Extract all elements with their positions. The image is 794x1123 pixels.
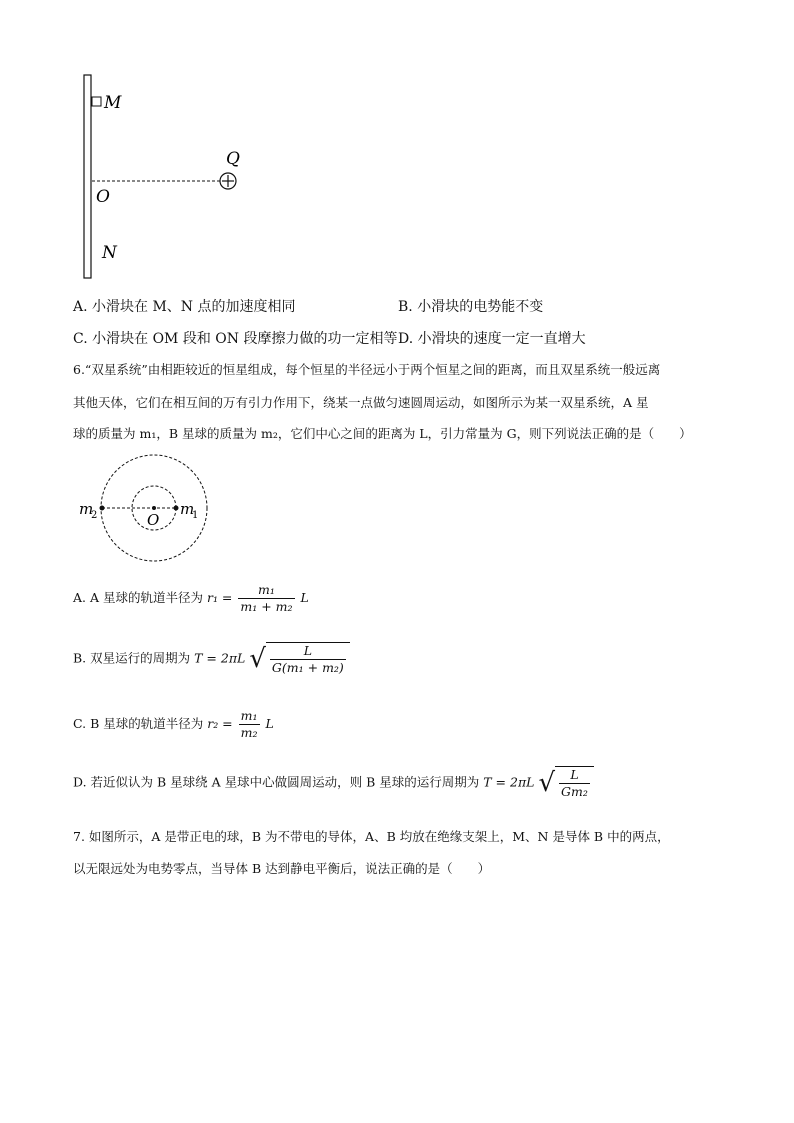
- q6-option-C-den: m₂: [240, 725, 258, 740]
- label-O2: O: [147, 511, 160, 529]
- q6-option-D-text: D. 若近似认为 B 星球绕 A 星球中心做圆周运动，则 B 星球的运行周期为: [73, 774, 480, 790]
- q6-option-C-num: m₁: [240, 708, 258, 723]
- q6-option-D: [73, 766, 594, 800]
- q6-option-C-text: C. B 星球的轨道半径为: [73, 716, 204, 731]
- q6-option-B-sqrt: [266, 642, 350, 676]
- q6-stem-line-1: 6.“双星系统”由相距较近的恒星组成，每个恒星的半径远小于两个恒星之间的距离，而且双星系统一般远离: [73, 362, 661, 377]
- q6-option-A-lhs: r₁ =: [206, 590, 233, 605]
- q6-option-D-sqrt: [555, 766, 594, 800]
- label-m2: m: [79, 500, 94, 518]
- q6-stem-line-2: 其他天体，它们在相互间的万有引力作用下，绕某一点做匀速圆周运动，如图所示为某一双星系统，A 星: [73, 395, 649, 410]
- q6-option-B-text: B. 双星运行的周期为: [73, 650, 191, 666]
- q6-option-B-num: L: [303, 643, 313, 658]
- q6-option-A-den: m₁ + m₂: [240, 599, 293, 614]
- q6-option-A-text: A. A 星球的轨道半径为: [73, 590, 203, 605]
- q6-option-A-tail: L: [300, 590, 309, 605]
- figure-rod-charge: [70, 70, 260, 285]
- q5-option-A: A. 小滑块在 M、N 点的加速度相同: [73, 299, 296, 315]
- q7-stem-line-1: 7. 如图所示，A 是带正电的球，B 为不带电的导体，A、B 均放在绝缘支架上，M、N 是导体 B 中的两点，: [73, 829, 670, 844]
- q6-option-C-tail: L: [265, 716, 274, 731]
- q6-option-D-den: Gm₂: [561, 784, 588, 799]
- q5-option-C: C. 小滑块在 OM 段和 ON 段摩擦力做的功一定相等: [73, 331, 398, 347]
- q6-option-B-fraction: [270, 643, 346, 676]
- label-m2-sub: 2: [91, 510, 98, 521]
- q6-option-C-fraction: [239, 708, 260, 741]
- q6-option-B: [73, 642, 350, 676]
- q6-option-C-lhs: r₂ =: [207, 716, 233, 731]
- q5-option-D: D. 小滑块的速度一定一直增大: [398, 331, 586, 347]
- sqrt-sign: √: [249, 644, 266, 674]
- q6-option-D-fraction: [559, 767, 590, 800]
- label-m1: m: [180, 500, 195, 518]
- star-m2: [100, 506, 105, 511]
- q6-option-D-num: L: [570, 767, 579, 782]
- sqrt-sign-d: √: [538, 768, 556, 798]
- insulating-rod: [84, 75, 91, 278]
- q6-option-A-fraction: [238, 582, 294, 615]
- q6-option-B-lhs: T = 2πL: [194, 650, 246, 666]
- q7-stem-line-2: 以无限远处为电势零点，当导体 B 达到静电平衡后，说法正确的是（ ）: [73, 861, 491, 876]
- q6-stem-line-3: 球的质量为 m₁，B 星球的质量为 m₂，它们中心之间的距离为 L，引力常量为 G，则下列说法正确的是（ ）: [73, 426, 692, 441]
- figure-binary-star: [76, 453, 216, 565]
- q6-option-A-num: m₁: [258, 582, 275, 597]
- label-N: N: [102, 243, 117, 263]
- q6-option-D-lhs: T = 2πL: [483, 774, 535, 790]
- slider-block: [92, 97, 101, 106]
- q6-option-C: [73, 708, 274, 741]
- q6-option-A: [73, 582, 309, 615]
- label-m1-sub: 1: [192, 510, 199, 521]
- label-Q: Q: [226, 149, 240, 169]
- center-O: [152, 506, 156, 510]
- label-M: M: [104, 93, 122, 113]
- label-O: O: [96, 187, 110, 207]
- star-m1: [174, 506, 179, 511]
- q5-option-B: B. 小滑块的电势能不变: [398, 299, 544, 315]
- q6-option-B-den: G(m₁ + m₂): [271, 660, 344, 675]
